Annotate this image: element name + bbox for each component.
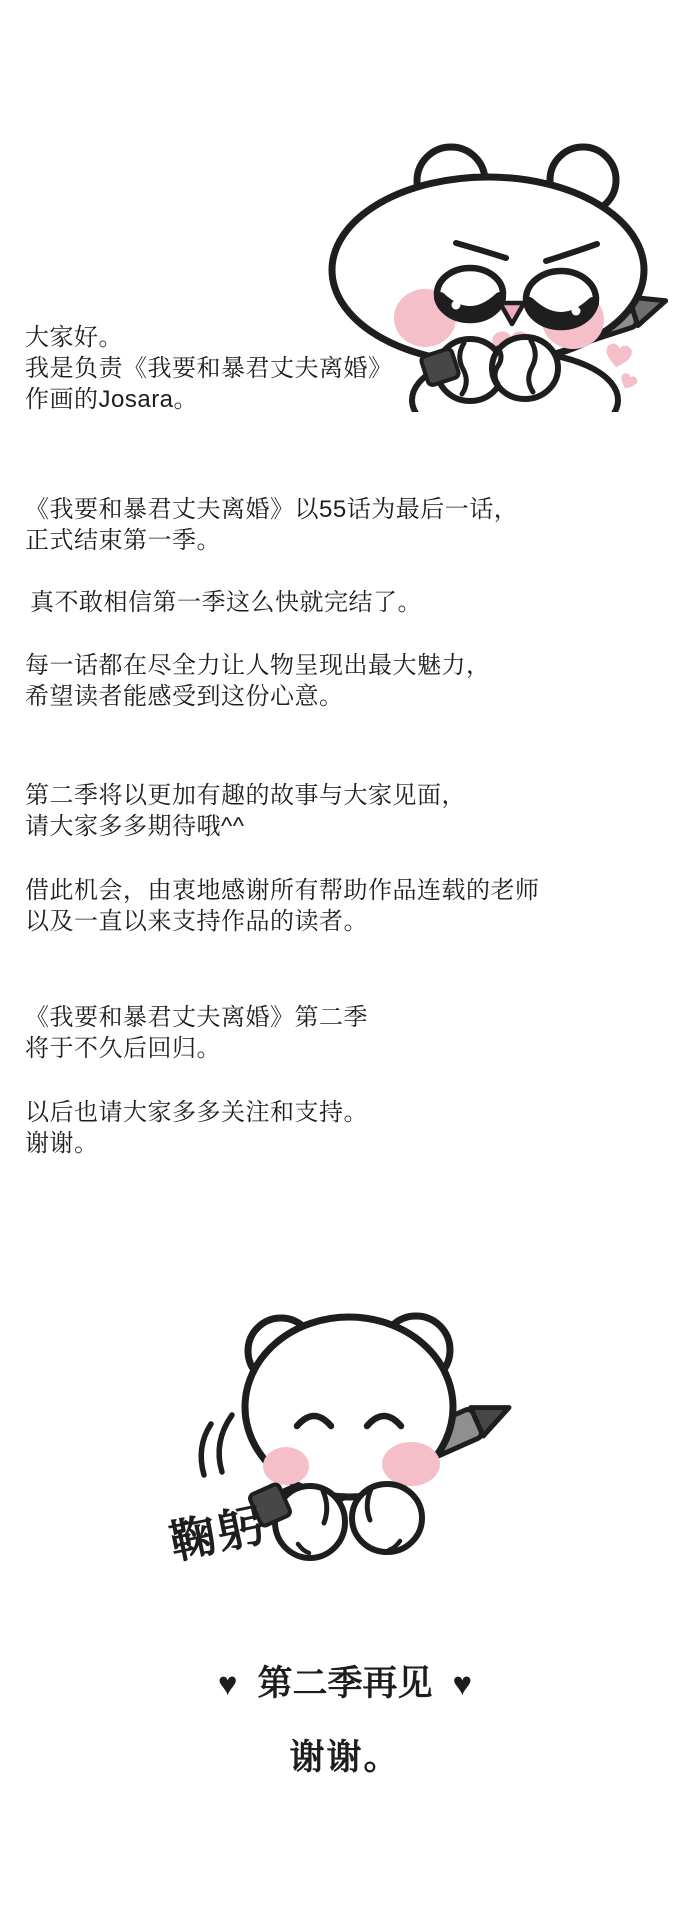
thanks-text: 谢谢。 (289, 1738, 401, 1777)
bow-label: 鞠躬 (165, 1498, 270, 1569)
bear-eye (437, 268, 503, 320)
paragraph-greeting (25, 322, 393, 415)
paragraph-return-notice (25, 1002, 368, 1064)
heart-icon (604, 343, 633, 370)
paragraph-line: 大家好。 (25, 324, 123, 351)
paragraph-line: 借此机会，由衷地感谢所有帮助作品连载的老师 (25, 877, 540, 904)
paragraph-season2-tease (25, 780, 466, 842)
season2-farewell-title (0, 1662, 690, 1706)
heart-icon: ♥ (217, 1665, 238, 1702)
paragraph-line: 以及一直以来支持作品的读者。 (25, 908, 368, 935)
paragraph-line: 谢谢。 (25, 1130, 99, 1157)
paragraph-line: 每一话都在尽全力让人物呈现出最大魅力， (25, 652, 491, 679)
paragraph-line: 作画的Josara。 (25, 386, 199, 413)
farewell-text: 第二季再见 (257, 1664, 433, 1703)
paragraph-line: 我是负责《我要和暴君丈夫离婚》 (25, 355, 393, 382)
paragraph-line: 将于不久后回归。 (25, 1035, 221, 1062)
paragraph-disbelief (30, 587, 422, 618)
paragraph-line: 第二季将以更加有趣的故事与大家见面， (25, 782, 466, 809)
bear-paw (492, 337, 558, 399)
bear-eye (526, 271, 596, 327)
bear-paw (352, 1484, 422, 1552)
motion-lines-icon (201, 1424, 211, 1475)
paragraph-season-end (25, 494, 518, 556)
paragraph-line: 希望读者能感受到这份心意。 (25, 683, 344, 710)
bottom-bear-illustration (120, 1295, 520, 1585)
paragraph-line: 正式结束第一季。 (25, 527, 221, 554)
paragraph-line: 《我要和暴君丈夫离婚》第二季 (25, 1004, 368, 1031)
paragraph-line: 真不敢相信第一季这么快就完结了。 (30, 589, 422, 616)
paragraph-support-request (25, 1097, 368, 1159)
heart-icon (618, 372, 639, 392)
paragraph-line: 《我要和暴君丈夫离婚》以55话为最后一话， (25, 496, 519, 523)
paragraph-thanks-staff (25, 875, 540, 937)
paragraph-effort (25, 650, 491, 712)
bear-cheek (382, 1442, 440, 1486)
heart-icon: ♥ (452, 1665, 473, 1702)
paragraph-line: 以后也请大家多多关注和支持。 (25, 1099, 368, 1126)
bear-cheek (263, 1447, 309, 1485)
paragraph-line: 请大家多多期待哦^^ (25, 813, 245, 840)
motion-lines-icon (219, 1415, 232, 1472)
